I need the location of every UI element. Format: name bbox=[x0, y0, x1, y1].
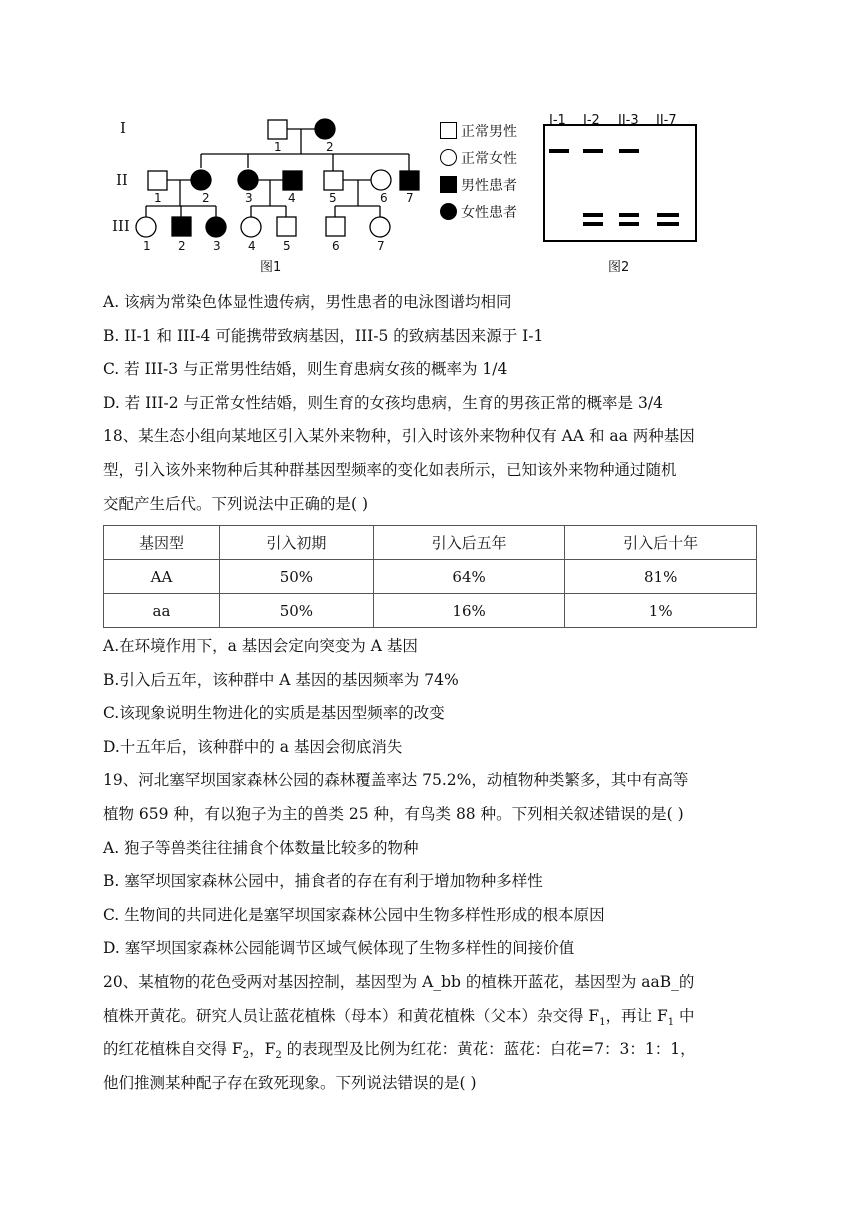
generation-label-III: III bbox=[112, 217, 130, 235]
q20-text: 植株开黄花。研究人员让蓝花植株（母本）和黄花植株（父本）杂交得 F bbox=[103, 1006, 600, 1025]
pedigree-II-3-affected-female bbox=[238, 170, 258, 190]
pedigree-III-5-normal-male bbox=[277, 217, 296, 236]
q20-subscript: 2 bbox=[275, 1050, 282, 1062]
generation-label-II: II bbox=[116, 171, 128, 189]
table-cell: 16% bbox=[373, 594, 565, 628]
pedigree-I-1-normal-male bbox=[268, 120, 287, 139]
num-I-2: 2 bbox=[326, 140, 334, 154]
pedigree-III-1-normal-female bbox=[136, 217, 156, 237]
q19-stem-line-1: 19、河北塞罕坝国家森林公园的森林覆盖率达 75.2%，动植物种类繁多，其中有高等 bbox=[103, 771, 689, 790]
electrophoresis-gel bbox=[544, 125, 696, 241]
question-text-block-1 bbox=[103, 286, 763, 521]
gel-band-II-3-lower-2 bbox=[619, 222, 639, 226]
q20-text: 中 bbox=[674, 1006, 695, 1025]
q20-stem-line-2 bbox=[103, 1000, 763, 1034]
figure-2-label: 图2 bbox=[608, 260, 630, 275]
legend-label: 女性患者 bbox=[461, 204, 517, 221]
legend-normal-male bbox=[440, 117, 550, 144]
gel-band-II-3-lower-1 bbox=[619, 213, 639, 217]
legend-label: 正常女性 bbox=[461, 150, 517, 167]
table-cell: 1% bbox=[565, 594, 757, 628]
legend-label: 男性患者 bbox=[461, 177, 517, 194]
q20-subscript: 1 bbox=[667, 1016, 675, 1028]
q19-stem-line-2: 植物 659 种，有以狍子为主的兽类 25 种，有鸟类 88 种。下列相关叙述错误的是( ) bbox=[103, 804, 684, 823]
q18-stem-line-2: 型，引入该外来物种后其种群基因型频率的变化如表所示，已知该外来物种通过随机 bbox=[103, 460, 677, 479]
question-text-block-2 bbox=[103, 630, 763, 1100]
pedigree-III-7-normal-female bbox=[370, 217, 390, 237]
q20-text: ，再让 F bbox=[605, 1006, 668, 1025]
num-II-4: 4 bbox=[288, 191, 296, 205]
table-cell: AA bbox=[104, 560, 220, 594]
gel-band-I-2-lower-2 bbox=[583, 222, 603, 226]
q20-text: 的红花植株自交得 F bbox=[103, 1040, 243, 1059]
q19-option-a: A. 狍子等兽类往往捕食个体数量比较多的物种 bbox=[103, 838, 419, 857]
num-II-5: 5 bbox=[329, 191, 337, 205]
q18-stem-line-3: 交配产生后代。下列说法中正确的是( ) bbox=[103, 494, 369, 513]
q19-option-d: D. 塞罕坝国家森林公园能调节区域气候体现了生物多样性的间接价值 bbox=[103, 939, 575, 958]
pedigree-II-7-affected-male bbox=[400, 171, 419, 190]
q17-option-b: B. II-1 和 III-4 可能携带致病基因，III-5 的致病基因来源于 I-1 bbox=[103, 326, 544, 345]
num-I-1: 1 bbox=[274, 140, 282, 154]
figure-area bbox=[100, 105, 720, 280]
table-header-cell: 引入初期 bbox=[219, 526, 373, 560]
q20-subscript: 1 bbox=[599, 1016, 606, 1028]
gel-lane-label-II-3: II-3 bbox=[618, 113, 639, 128]
num-II-1: 1 bbox=[154, 191, 162, 205]
legend-affected-female bbox=[440, 198, 550, 225]
pedigree-II-2-affected-female bbox=[191, 170, 211, 190]
num-III-2: 2 bbox=[178, 239, 186, 253]
open-square-icon bbox=[440, 122, 457, 139]
table-cell: 50% bbox=[219, 594, 373, 628]
table-header-cell: 引入后五年 bbox=[373, 526, 565, 560]
q17-option-a: A. 该病为常染色体显性遗传病，男性患者的电泳图谱均相同 bbox=[103, 293, 512, 311]
legend-label: 正常男性 bbox=[461, 123, 517, 140]
num-III-3: 3 bbox=[213, 239, 221, 253]
pedigree-III-2-affected-male bbox=[172, 217, 191, 236]
table-header-cell: 基因型 bbox=[104, 526, 220, 560]
num-III-7: 7 bbox=[377, 239, 385, 253]
pedigree-legend bbox=[440, 117, 550, 225]
q18-option-c: C.该现象说明生物进化的实质是基因型频率的改变 bbox=[103, 704, 445, 723]
open-circle-icon bbox=[440, 149, 457, 166]
pedigree-II-1-normal-male bbox=[148, 171, 167, 190]
table-cell: 81% bbox=[565, 560, 757, 594]
q20-stem-line-4: 他们推测某种配子存在致死现象。下列说法错误的是( ) bbox=[103, 1073, 477, 1092]
generation-label-I: I bbox=[120, 119, 126, 137]
gel-lane-label-I-1: I-1 bbox=[549, 113, 566, 128]
q20-text: 的表现型及比例为红花：黄花：蓝花：白花=7：3：1：1， bbox=[281, 1040, 696, 1059]
legend-normal-female bbox=[440, 144, 550, 171]
q17-option-d: D. 若 III-2 与正常女性结婚，则生育的女孩均患病，生育的男孩正常的概率是 3/4 bbox=[103, 393, 663, 412]
table-cell: 64% bbox=[373, 560, 565, 594]
gel-band-II-3-upper bbox=[619, 149, 639, 153]
num-II-7: 7 bbox=[406, 191, 414, 205]
q18-option-b: B.引入后五年，该种群中 A 基因的基因频率为 74% bbox=[103, 670, 459, 689]
gel-lane-label-I-2: I-2 bbox=[583, 113, 600, 128]
pedigree-III-6-normal-male bbox=[326, 217, 345, 236]
table-row bbox=[104, 560, 757, 594]
num-II-3: 3 bbox=[245, 191, 253, 205]
num-II-6: 6 bbox=[380, 191, 388, 205]
pedigree-II-4-affected-male bbox=[283, 171, 302, 190]
genotype-frequency-table bbox=[103, 525, 757, 628]
pedigree-II-5-normal-male bbox=[324, 171, 343, 190]
pedigree-II-6-normal-female bbox=[371, 170, 391, 190]
pedigree-I-2-affected-female bbox=[315, 119, 335, 139]
legend-affected-male bbox=[440, 171, 550, 198]
gel-band-II-7-lower-2 bbox=[657, 222, 679, 226]
gel-lane-label-II-7: II-7 bbox=[656, 113, 677, 128]
table-row bbox=[104, 594, 757, 628]
q18-option-a: A.在环境作用下，a 基因会定向突变为 A 基因 bbox=[103, 637, 418, 655]
gel-band-II-7-lower-1 bbox=[657, 213, 679, 217]
num-III-4: 4 bbox=[248, 239, 256, 253]
q18-stem-line-1: 18、某生态小组向某地区引入某外来物种，引入时该外来物种仅有 AA 和 aa 两种基因 bbox=[103, 427, 695, 446]
figure-1-label: 图1 bbox=[260, 260, 282, 275]
q20-subscript: 2 bbox=[242, 1050, 250, 1062]
table-header-cell: 引入后十年 bbox=[565, 526, 757, 560]
num-III-1: 1 bbox=[143, 239, 151, 253]
table-header-row bbox=[104, 526, 757, 560]
q20-stem-line-1: 20、某植物的花色受两对基因控制，基因型为 A_bb 的植株开蓝花，基因型为 aaB_的 bbox=[103, 972, 695, 991]
table-cell: 50% bbox=[219, 560, 373, 594]
q19-option-b: B. 塞罕坝国家森林公园中，捕食者的存在有利于增加物种多样性 bbox=[103, 872, 543, 891]
pedigree-III-3-affected-female bbox=[206, 217, 226, 237]
q19-option-c: C. 生物间的共同进化是塞罕坝国家森林公园中生物多样性形成的根本原因 bbox=[103, 905, 605, 924]
q20-text: ，F bbox=[249, 1040, 276, 1059]
gel-band-I-1-upper bbox=[549, 149, 569, 153]
table-cell: aa bbox=[104, 594, 220, 628]
num-II-2: 2 bbox=[202, 191, 210, 205]
num-III-6: 6 bbox=[332, 239, 340, 253]
q17-option-c: C. 若 III-3 与正常男性结婚，则生育患病女孩的概率为 1/4 bbox=[103, 360, 508, 379]
q18-option-d: D.十五年后，该种群中的 a 基因会彻底消失 bbox=[103, 737, 403, 756]
gel-band-I-2-upper bbox=[583, 149, 603, 153]
filled-circle-icon bbox=[440, 203, 457, 220]
filled-square-icon bbox=[440, 176, 457, 193]
num-III-5: 5 bbox=[283, 239, 291, 253]
gel-band-I-2-lower-1 bbox=[583, 213, 603, 217]
q20-stem-line-3 bbox=[103, 1033, 763, 1067]
pedigree-III-4-normal-female bbox=[241, 217, 261, 237]
